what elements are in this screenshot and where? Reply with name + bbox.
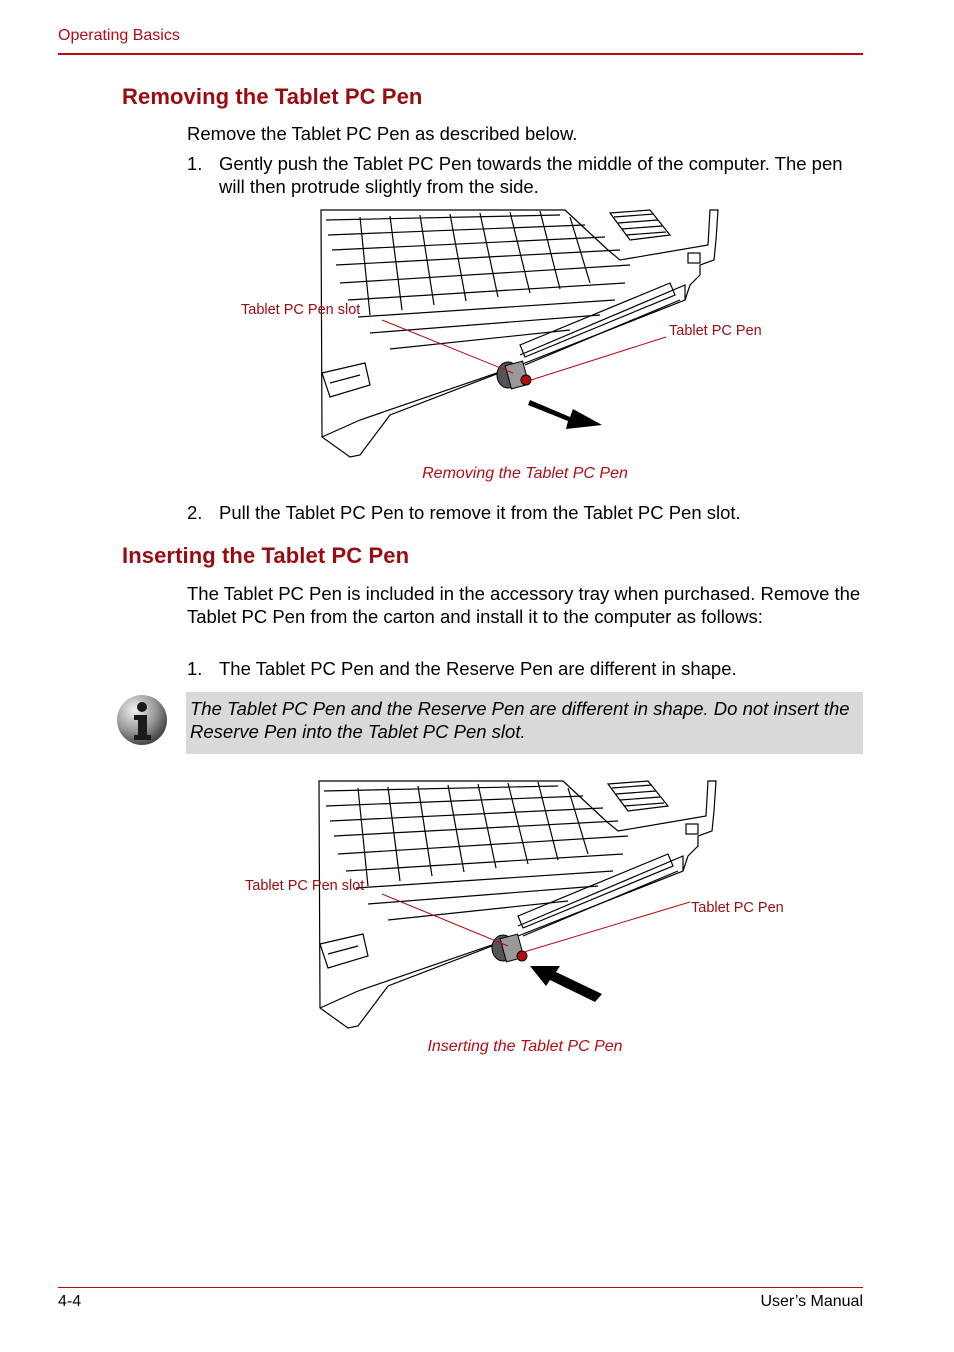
section-title-inserting: Inserting the Tablet PC Pen: [122, 543, 410, 568]
label-pen-slot: Tablet PC Pen slot: [241, 302, 361, 318]
header-rule: [58, 53, 863, 55]
label-pen-slot: Tablet PC Pen slot: [245, 878, 365, 894]
step-text: Gently push the Tablet PC Pen towards the middle of the computer. The pen will then protrude slightly from the side.: [219, 153, 843, 197]
section-title-removing: Removing the Tablet PC Pen: [122, 84, 423, 109]
section1-intro: Remove the Tablet PC Pen as described below.: [187, 123, 578, 144]
section2-intro: The Tablet PC Pen is included in the accessory tray when purchased. Remove the Tablet PC Pen from the carton and install it to the computer as follows:: [187, 583, 861, 627]
step-number: 2.: [187, 502, 203, 523]
figure-caption-inserting: Inserting the Tablet PC Pen: [427, 1038, 623, 1055]
info-icon: [115, 693, 169, 747]
label-pen: Tablet PC Pen: [669, 323, 762, 339]
step-text: Pull the Tablet PC Pen to remove it from the Tablet PC Pen slot.: [219, 502, 741, 523]
step-text: The Tablet PC Pen and the Reserve Pen are different in shape.: [219, 658, 737, 679]
footer-rule: [58, 1287, 863, 1288]
running-header: Operating Basics: [58, 27, 180, 44]
manual-title: User’s Manual: [760, 1293, 863, 1310]
page-number: 4-4: [58, 1293, 82, 1310]
figure-caption-removing: Removing the Tablet PC Pen: [422, 465, 628, 482]
label-pen: Tablet PC Pen: [691, 900, 784, 916]
step-number: 1.: [187, 658, 203, 679]
note-text: The Tablet PC Pen and the Reserve Pen are different in shape. Do not insert the Reserve Pen into the Tablet PC Pen slot.: [190, 698, 850, 742]
step-number: 1.: [187, 153, 203, 174]
